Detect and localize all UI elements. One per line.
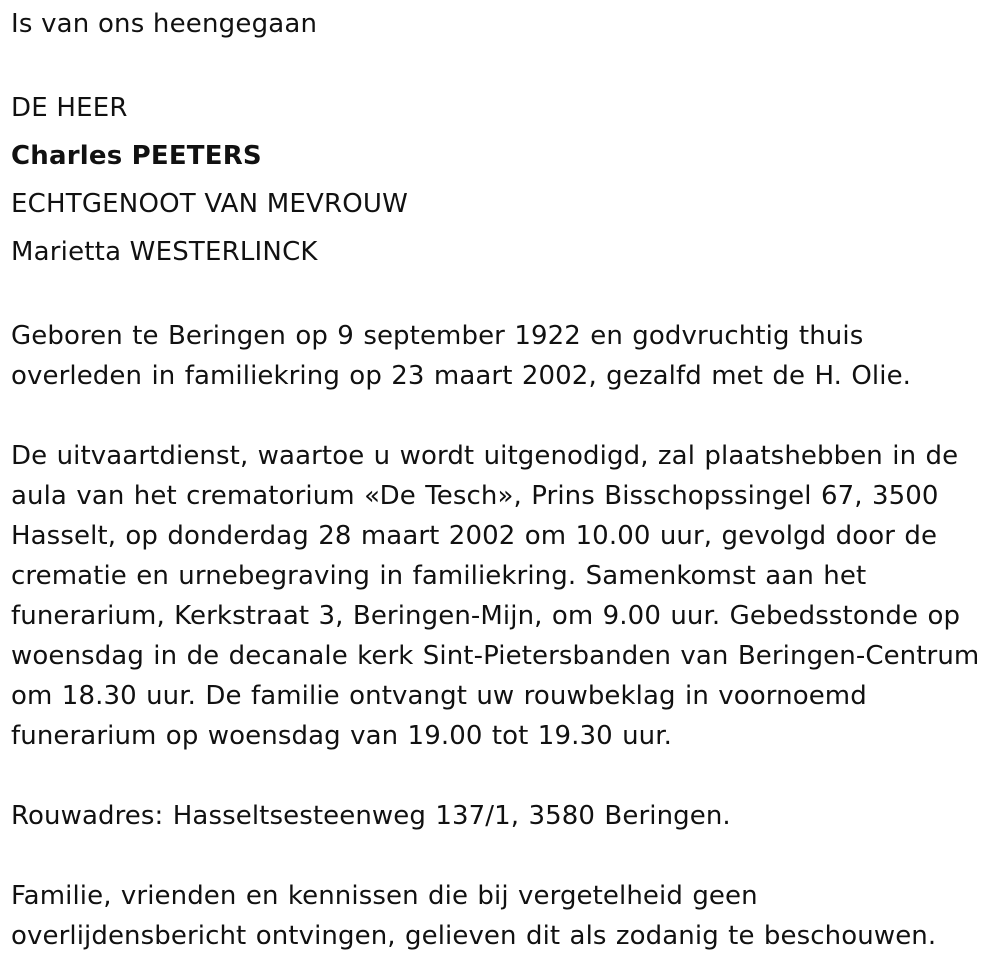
- paragraph-line: woensdag in de decanale kerk Sint-Pietersbanden van Beringen-Centrum: [11, 641, 980, 671]
- paragraph-line: aula van het crematorium «De Tesch», Prins Bisschopssingel 67, 3500: [11, 481, 939, 511]
- address-line: Rouwadres: Hasseltsesteenweg 137/1, 3580 Beringen.: [11, 801, 731, 831]
- spouse-name: Marietta WESTERLINCK: [11, 237, 318, 267]
- paragraph-line: funerarium, Kerkstraat 3, Beringen-Mijn, om 9.00 uur. Gebedsstonde op: [11, 601, 961, 631]
- paragraph-line: crematie en urnebegraving in familiekring. Samenkomst aan het: [11, 561, 867, 591]
- paragraph-line: om 18.30 uur. De familie ontvangt uw rouwbeklag in voornoemd: [11, 681, 867, 711]
- paragraph-line: Hasselt, op donderdag 28 maart 2002 om 10.00 uur, gevolgd door de: [11, 521, 938, 551]
- paragraph-line: Familie, vrienden en kennissen die bij vergetelheid geen: [11, 881, 758, 911]
- honorific: DE HEER: [11, 93, 128, 123]
- paragraph-line: funerarium op woensdag van 19.00 tot 19.30 uur.: [11, 721, 673, 751]
- service-paragraph: [11, 436, 996, 756]
- deceased-name: Charles PEETERS: [11, 141, 262, 171]
- paragraph-line: overlijdensbericht ontvingen, gelieven dit als zodanig te beschouwen.: [11, 921, 937, 951]
- intro-text: Is van ons heengegaan: [11, 9, 318, 39]
- obituary-document: [11, 4, 996, 956]
- paragraph-line: overleden in familiekring op 23 maart 2002, gezalfd met de H. Olie.: [11, 361, 912, 391]
- paragraph-line: Geboren te Beringen op 9 september 1922 en godvruchtig thuis: [11, 321, 864, 351]
- name-block: [11, 84, 996, 276]
- closing-paragraph: [11, 876, 996, 956]
- birth-death-paragraph: [11, 316, 996, 396]
- spouse-title: ECHTGENOOT VAN MEVROUW: [11, 189, 409, 219]
- paragraph-line: De uitvaartdienst, waartoe u wordt uitgenodigd, zal plaatshebben in de: [11, 441, 959, 471]
